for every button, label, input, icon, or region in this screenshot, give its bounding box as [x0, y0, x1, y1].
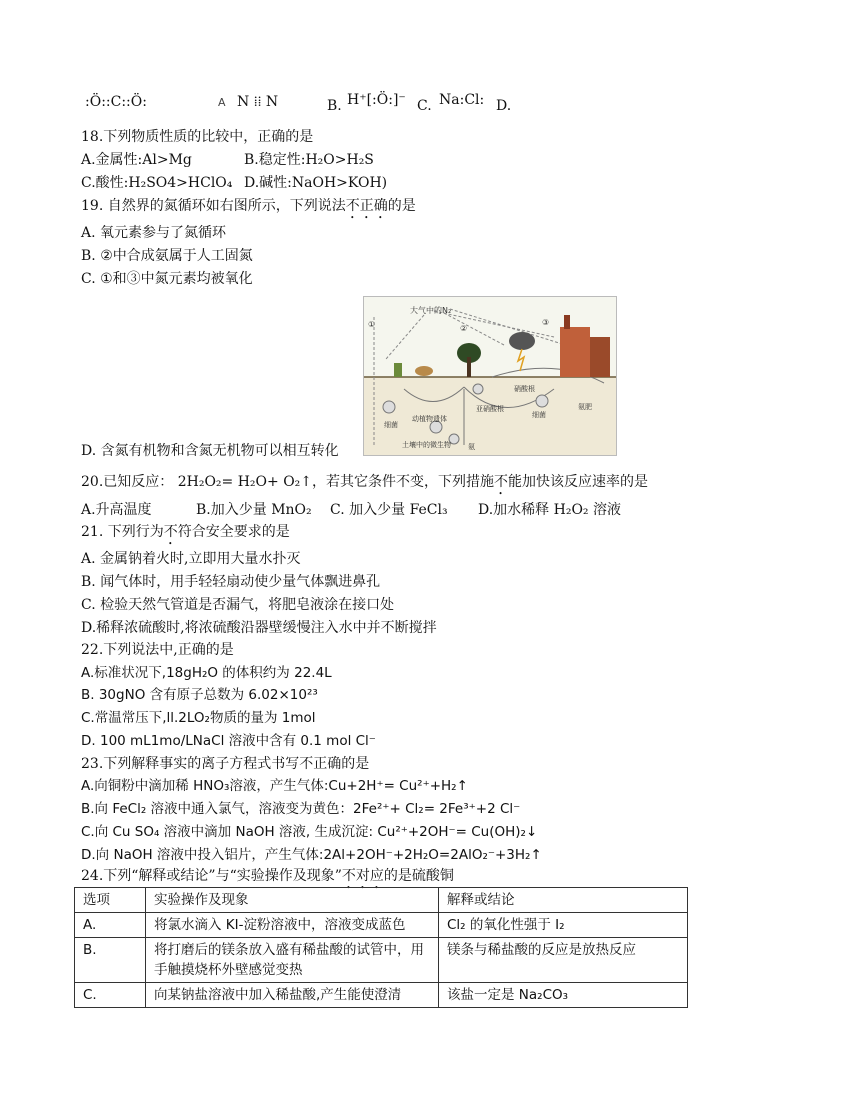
- diagram-label-2: ②: [460, 324, 468, 333]
- table-header-operation: 实验操作及现象: [146, 888, 439, 913]
- q20-option-a: A.升高温度: [81, 502, 152, 518]
- table-row: [75, 938, 688, 983]
- table-header-row: [75, 888, 688, 913]
- nitrogen-cycle-diagram: [363, 296, 617, 456]
- q24-stem-post: 的是硫酸铜: [383, 868, 454, 884]
- q20-option-c: C. 加入少量 FeCl₃: [330, 502, 448, 518]
- q24-stem-pre: 24.下列“解释或结论”与“实验操作及现象”: [81, 868, 342, 884]
- q18-option-a: A.金属性:Al>Mg: [81, 152, 192, 168]
- table-cell-operation: 将氯水滴入 KI-淀粉溶液中，溶液变成蓝色: [146, 913, 439, 938]
- q17-option-d-label: D.: [496, 98, 512, 114]
- q20-stem: [81, 472, 648, 498]
- q17-option-b-label: B.: [327, 98, 342, 114]
- q21-stem-pre: 21. 下列行为: [81, 524, 164, 540]
- q18-option-d: D.碱性:NaOH>KOH): [244, 175, 388, 191]
- q23-option-c: C.向 Cu SO₄ 溶液中滴加 NaOH 溶液, 生成沉淀: Cu²⁺+2OH⁻= Cu(OH)₂↓: [81, 824, 538, 840]
- q19-stem-emphasis: 不正确: [345, 198, 388, 214]
- q18-stem: 18.下列物质性质的比较中，正确的是: [81, 129, 314, 145]
- table-row: [75, 913, 688, 938]
- table-cell-conclusion: Cl₂ 的氧化性强于 I₂: [439, 913, 688, 938]
- table-header-option: 选项: [75, 888, 146, 913]
- diagram-label-ammonia: 氨: [468, 443, 475, 451]
- table-cell-option: C.: [75, 983, 146, 1008]
- q24-table: [74, 887, 688, 1008]
- diagram-label-1: ①: [368, 320, 376, 329]
- q20-option-b: B.加入少量 MnO₂: [196, 502, 312, 518]
- diagram-label-bacteria-1: 细菌: [384, 421, 398, 429]
- q17-option-c-label: C.: [417, 98, 432, 114]
- q21-option-c: C. 检验天然气管道是否漏气，将肥皂液涂在接口处: [81, 597, 395, 613]
- q21-stem-post: 符合安全要求的是: [177, 524, 290, 540]
- q23-option-a: A.向铜粉中滴加稀 HNO₃溶液，产生气体:Cu+2H⁺= Cu²⁺+H₂↑: [81, 778, 468, 794]
- q22-option-b: B. 30gNO 含有原子总数为 6.02×10²³: [81, 687, 318, 703]
- diagram-label-soil-microbes: 土壤中的微生物: [402, 441, 451, 449]
- q17-option-c-formula: Na:Cl:: [439, 92, 485, 108]
- q20-stem-post: 能加快该反应速率的是: [508, 474, 649, 490]
- q22-option-d: D. 100 mL1mo/LNaCl 溶液中含有 0.1 mol Cl⁻: [81, 733, 376, 749]
- table-header-conclusion: 解释或结论: [439, 888, 688, 913]
- q19-option-b: B. ②中合成氨属于人工固氮: [81, 248, 253, 264]
- table-cell-option: A.: [75, 913, 146, 938]
- diagram-label-nitrate: 硝酸根: [514, 385, 535, 393]
- q20-stem-pre: 20.已知反应： 2H₂O₂= H₂O+ O₂↑，若其它条件不变，下列措施: [81, 474, 495, 490]
- q22-option-a: A.标准状况下,18gH₂O 的体积约为 22.4L: [81, 665, 332, 681]
- q21-option-b: B. 闻气体时，用手轻轻扇动使少量气体飘进鼻孔: [81, 574, 381, 590]
- q23-stem: 23.下列解释事实的离子方程式书写不正确的是: [81, 756, 370, 772]
- table-cell-operation: 将打磨后的镁条放入盛有稀盐酸的试管中，用手触摸烧杯外壁感觉变热: [146, 938, 439, 983]
- q19-stem-post: 的是: [387, 198, 416, 214]
- q22-stem: 22.下列说法中,正确的是: [81, 642, 234, 658]
- q18-option-b: B.稳定性:H₂O>H₂S: [244, 152, 374, 168]
- diagram-label-bacteria-2: 细菌: [532, 411, 546, 419]
- q20-stem-emphasis: 不: [494, 474, 509, 490]
- table-cell-option: B.: [75, 938, 146, 983]
- q24-stem-emphasis: 不对应: [341, 868, 384, 884]
- q18-option-c: C.酸性:H₂SO4>HClO₄: [81, 175, 233, 191]
- q21-option-a: A. 金属钠着火时,立即用大量水扑灭: [81, 551, 301, 567]
- q19-option-d: D. 含氮有机物和含氮无机物可以相互转化: [81, 443, 339, 459]
- q19-stem: [81, 196, 416, 222]
- q17-option-n2-letter: A: [218, 96, 226, 109]
- diagram-label-remains: 动植物遗体: [412, 415, 447, 423]
- q21-stem: [81, 522, 290, 548]
- q17-option-b-formula: H⁺[:Ö:]⁻: [347, 92, 406, 108]
- q23-option-d: D.向 NaOH 溶液中投入铝片，产生气体:2Al+2OH⁻+2H₂O=2AlO₂⁻+3H₂↑: [81, 847, 542, 863]
- q19-stem-pre: 19. 自然界的氮循环如右图所示，下列说法: [81, 198, 346, 214]
- q20-option-d: D.加水稀释 H₂O₂ 溶液: [478, 502, 621, 518]
- q19-option-c: C. ①和③中氮元素均被氧化: [81, 271, 253, 287]
- q21-stem-emphasis: 不: [163, 524, 178, 540]
- nitrogen-cycle-figure: [364, 297, 616, 455]
- table-cell-conclusion: 该盐一定是 Na₂CO₃: [439, 983, 688, 1008]
- q23-option-b: B.向 FeCl₂ 溶液中通入氯气，溶液变为黄色：2Fe²⁺+ Cl₂= 2Fe³⁺+2 Cl⁻: [81, 801, 521, 817]
- q19-option-a: A. 氧元素参与了氮循环: [81, 225, 227, 241]
- table-cell-conclusion: 镁条与稀盐酸的反应是放热反应: [439, 938, 688, 983]
- q21-option-d: D.稀释浓硫酸时,将浓硫酸沿器壁缓慢注入水中并不断搅拌: [81, 620, 437, 636]
- q17-option-a-formula: :Ö::C::Ö:: [85, 94, 147, 110]
- diagram-label-3: ③: [542, 318, 550, 327]
- diagram-label-fertilizer: 氨肥: [578, 403, 592, 411]
- table-cell-operation: 向某钠盐溶液中加入稀盐酸,产生能使澄清: [146, 983, 439, 1008]
- diagram-label-nitrite: 亚硝酸根: [476, 405, 504, 413]
- q17-option-n2-formula: N ⁞⁞ N: [237, 94, 279, 110]
- diagram-atm-label: 大气中的N₂: [410, 306, 452, 315]
- q22-option-c: C.常温常压下,ll.2LO₂物质的量为 1mol: [81, 710, 316, 726]
- table-row: [75, 983, 688, 1008]
